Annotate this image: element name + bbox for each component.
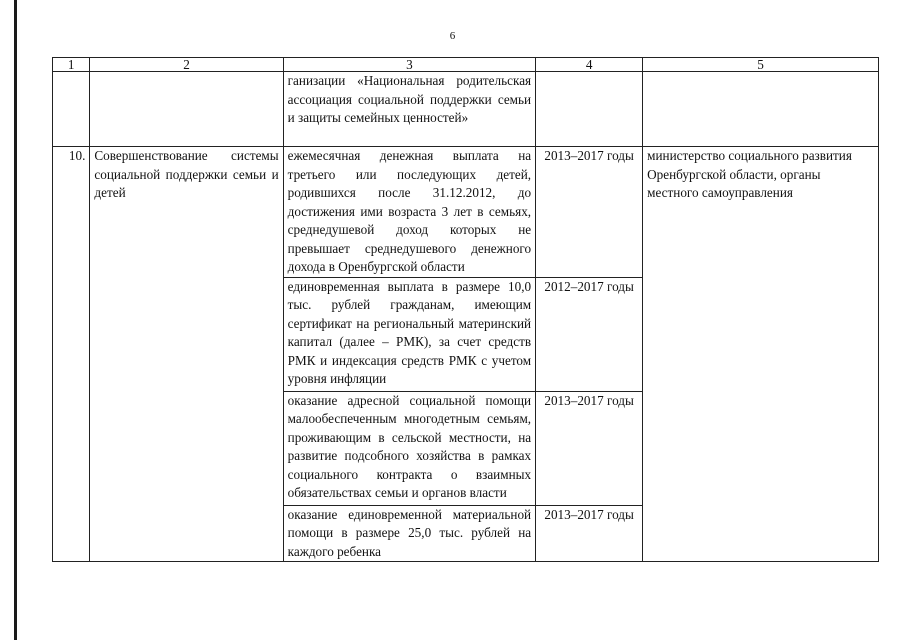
item-responsible: министерство социального развития Оренбургской области, органы местного самоуправления: [643, 147, 879, 562]
column-header-2: 2: [90, 58, 283, 72]
continuation-cell-period: [536, 72, 643, 147]
item-title: Совершенствование системы социальной поддержки семьи и детей: [90, 147, 283, 562]
measure-period: 2013–2017 годы: [536, 391, 643, 505]
measure-text: единовременная выплата в размере 10,0 тыс. рублей гражданам, имеющим сертификат на региональный материнский капитал (далее – РМК), за счет средств РМК и индексация средств РМК с учетом уровня инфляции: [283, 277, 535, 391]
measure-period: 2013–2017 годы: [536, 505, 643, 562]
continuation-cell-title: [90, 72, 283, 147]
scan-border-line: [14, 0, 17, 640]
measure-text: ежемесячная денежная выплата на третьего или последующих детей, родившихся после 31.12.2012, до достижения ими возраста 3 лет в семьях, среднедушевой доход которых не превышает среднедушевого денежного дохода в Оренбургской области: [283, 147, 535, 278]
page-number: 6: [449, 30, 456, 42]
column-header-5: 5: [643, 58, 879, 72]
continuation-cell-responsible: [643, 72, 879, 147]
measure-period: 2013–2017 годы: [536, 147, 643, 278]
program-measures-table: [52, 57, 879, 562]
measure-period: 2012–2017 годы: [536, 277, 643, 391]
column-header-1: 1: [53, 58, 90, 72]
table-header-row: [53, 58, 879, 72]
measure-text: оказание адресной социальной помощи малообеспеченным многодетным семьям, проживающим в сельской местности, на развитие подсобного хозяйства в рамках социального контракта о взаимных обязательствах семьи и органов власти: [283, 391, 535, 505]
table-row-continuation: [53, 72, 879, 147]
column-header-4: 4: [536, 58, 643, 72]
item-number: 10.: [53, 147, 90, 562]
continuation-measure-text: ганизации «Национальная родительская ассоциация социальной поддержки семьи и защиты семейных ценностей»: [283, 72, 535, 147]
table-row-item-10: [53, 147, 879, 278]
continuation-cell-number: [53, 72, 90, 147]
measure-text: оказание единовременной материальной помощи в размере 25,0 тыс. рублей на каждого ребенка: [283, 505, 535, 562]
column-header-3: 3: [283, 58, 535, 72]
